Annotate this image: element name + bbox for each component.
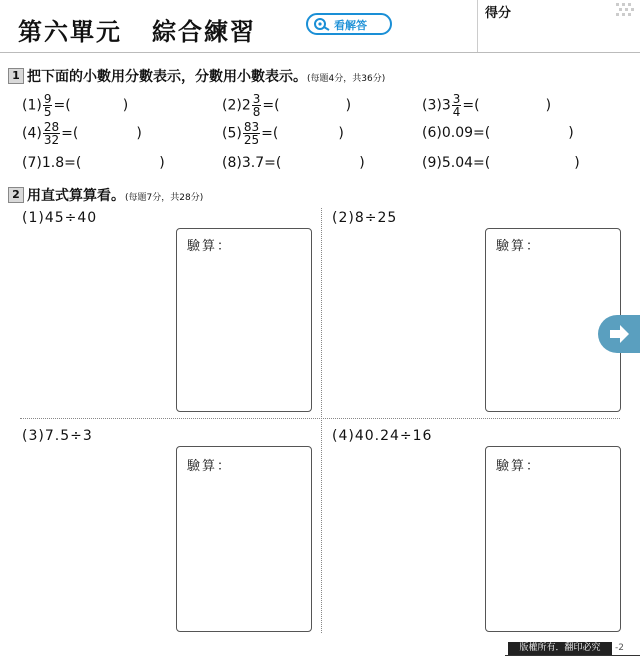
q1-close: ): [122, 97, 129, 114]
q1-label: (1): [22, 97, 42, 114]
score-label: 得分: [485, 6, 512, 21]
q3-equals: =(: [462, 97, 480, 114]
question-9: [422, 155, 580, 171]
q5-label: (5): [222, 125, 242, 142]
question-2: [222, 93, 351, 118]
q5-fraction: [243, 121, 260, 146]
question-6: [422, 125, 574, 141]
unit-name: 第六單元: [18, 18, 122, 46]
horizontal-divider: [20, 418, 620, 419]
q1-numerator: 9: [43, 92, 52, 106]
q4-close: ): [136, 125, 142, 142]
corner-dots-icon: [615, 2, 637, 22]
view-answers-button[interactable]: [306, 13, 392, 35]
problem-1: (1)45÷40: [22, 210, 98, 226]
q2-label: (2): [222, 97, 242, 114]
q2-close: ): [345, 97, 352, 114]
question-5: [222, 121, 344, 146]
q1-denominator: 5: [43, 105, 52, 119]
question-1: [22, 93, 128, 118]
check-label-4: 驗算：: [496, 459, 542, 474]
q5-numerator: 83: [243, 120, 260, 134]
section1-title: [27, 66, 385, 86]
q4-equals: =(: [61, 125, 79, 142]
q6-text: (6)0.09=(: [422, 125, 491, 141]
q5-denominator: 25: [243, 133, 260, 147]
problem-3: (3)7.5÷3: [22, 428, 93, 444]
section2-title-text: 用直式算算看。: [27, 188, 125, 204]
section1-title-text: 把下面的小數用分數表示，分數用小數表示。: [27, 69, 307, 85]
q2-whole: 2: [241, 97, 251, 114]
q3-denominator: 4: [452, 105, 461, 119]
unit-title: [18, 12, 256, 47]
check-box-2[interactable]: [485, 228, 621, 412]
check-label-3: 驗算：: [187, 459, 233, 474]
check-box-4[interactable]: [485, 446, 621, 632]
q8-text: (8)3.7=(: [222, 155, 282, 171]
question-3: [422, 93, 551, 118]
q6-close: ): [568, 125, 574, 141]
q2-numerator: 3: [252, 92, 261, 106]
q1-equals: =(: [53, 97, 71, 114]
header-divider: [0, 52, 640, 53]
q9-close: ): [574, 155, 580, 171]
question-8: [222, 155, 365, 171]
q4-numerator: 28: [43, 120, 60, 134]
magnifier-eye-icon: [313, 17, 331, 31]
question-4: [22, 121, 142, 146]
q2-equals: =(: [262, 97, 280, 114]
q5-equals: =(: [261, 125, 279, 142]
check-label-2: 驗算：: [496, 239, 542, 254]
next-page-button[interactable]: [598, 315, 640, 353]
question-7: [22, 155, 165, 171]
arrow-right-icon: [608, 324, 630, 344]
q3-fraction: [452, 93, 462, 118]
q5-close: ): [338, 125, 344, 142]
section1-note: (每題4分，共36分): [307, 74, 386, 84]
q1-fraction: [43, 93, 53, 118]
section2-title: [27, 185, 203, 205]
check-label-1: 驗算：: [187, 239, 233, 254]
section2-number: 2: [8, 187, 24, 203]
page-number: -2: [615, 643, 624, 653]
view-answers-label: 看解答: [334, 19, 367, 32]
check-box-1[interactable]: [176, 228, 312, 412]
check-box-3[interactable]: [176, 446, 312, 632]
copyright-notice: 版權所有．翻印必究: [508, 642, 612, 655]
unit-subtitle: 綜合練習: [152, 18, 256, 46]
problem-2: (2)8÷25: [332, 210, 398, 226]
q7-text: (7)1.8=(: [22, 155, 82, 171]
vertical-divider: [321, 208, 322, 633]
q3-whole: 3: [441, 97, 451, 114]
footer-rule: [505, 655, 640, 656]
q3-close: ): [545, 97, 552, 114]
problem-4: (4)40.24÷16: [332, 428, 433, 444]
q2-denominator: 8: [252, 105, 261, 119]
q4-denominator: 32: [43, 133, 60, 147]
section1-number: 1: [8, 68, 24, 84]
q7-close: ): [159, 155, 165, 171]
q4-label: (4): [22, 125, 42, 142]
q2-fraction: [252, 93, 262, 118]
q8-close: ): [359, 155, 365, 171]
q9-text: (9)5.04=(: [422, 155, 491, 171]
q3-numerator: 3: [452, 92, 461, 106]
q4-fraction: [43, 121, 60, 146]
q3-label: (3): [422, 97, 442, 114]
section2-note: (每題7分，共28分): [125, 193, 204, 203]
